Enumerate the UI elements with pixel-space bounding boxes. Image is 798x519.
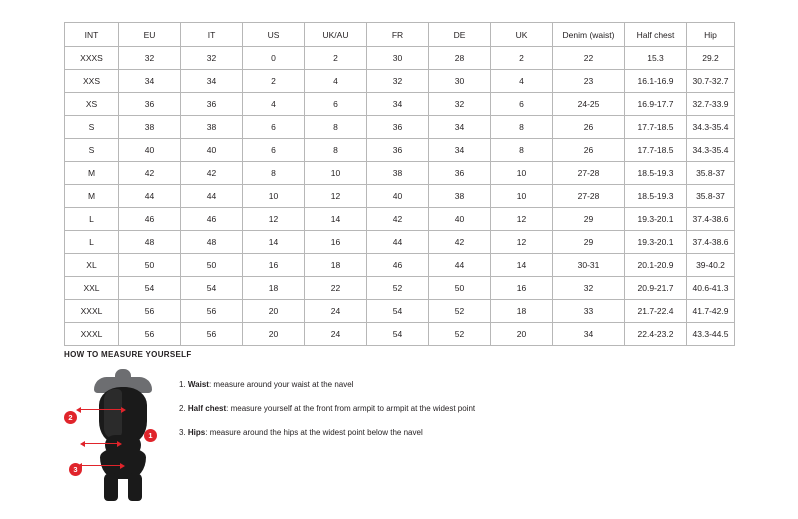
size-table-container — [64, 22, 734, 346]
cell-half-chest: 18.5-19.3 — [625, 162, 687, 185]
cell-eu: 38 — [119, 116, 181, 139]
cell-fr: 30 — [367, 47, 429, 70]
how-to-measure-body — [64, 369, 744, 504]
cell-half-chest: 18.5-19.3 — [625, 185, 687, 208]
cell-it: 46 — [181, 208, 243, 231]
cell-fr: 36 — [367, 116, 429, 139]
cell-uk: 4 — [491, 70, 553, 93]
column-header-denim-waist: Denim (waist) — [553, 23, 625, 47]
cell-de: 38 — [429, 185, 491, 208]
cell-de: 44 — [429, 254, 491, 277]
marker-badge-2: 2 — [64, 411, 77, 424]
cell-de: 36 — [429, 162, 491, 185]
cell-fr: 44 — [367, 231, 429, 254]
cell-eu: 54 — [119, 277, 181, 300]
cell-denim-waist: 29 — [553, 231, 625, 254]
column-header-us: US — [243, 23, 305, 47]
measure-instruction-half-chest-number: 2. — [179, 404, 186, 413]
cell-denim-waist: 32 — [553, 277, 625, 300]
cell-fr: 32 — [367, 70, 429, 93]
cell-fr: 40 — [367, 185, 429, 208]
cell-int: XXS — [65, 70, 119, 93]
cell-us: 8 — [243, 162, 305, 185]
cell-fr: 52 — [367, 277, 429, 300]
cell-int: XXXL — [65, 323, 119, 346]
cell-denim-waist: 26 — [553, 116, 625, 139]
cell-int: L — [65, 231, 119, 254]
cell-it: 36 — [181, 93, 243, 116]
measure-instruction-half-chest-term: Half chest — [187, 404, 227, 413]
cell-it: 34 — [181, 70, 243, 93]
cell-it: 40 — [181, 139, 243, 162]
column-header-int: INT — [65, 23, 119, 47]
cell-int: M — [65, 185, 119, 208]
cell-uk: 8 — [491, 116, 553, 139]
cell-int: XL — [65, 254, 119, 277]
hips-measure-arrow-icon — [81, 465, 121, 466]
column-header-hip: Hip — [687, 23, 735, 47]
table-row — [65, 231, 735, 254]
cell-it: 42 — [181, 162, 243, 185]
cell-half-chest: 16.1-16.9 — [625, 70, 687, 93]
cell-eu: 32 — [119, 47, 181, 70]
measure-instruction-hips-text: : measure around the hips at the widest point below the navel — [205, 428, 423, 437]
cell-it: 32 — [181, 47, 243, 70]
cell-de: 32 — [429, 93, 491, 116]
cell-hip: 30.7-32.7 — [687, 70, 735, 93]
cell-denim-waist: 27-28 — [553, 162, 625, 185]
cell-half-chest: 16.9-17.7 — [625, 93, 687, 116]
mannequin-torso-highlight — [104, 389, 122, 439]
cell-uk-au: 10 — [305, 162, 367, 185]
cell-int: XXXL — [65, 300, 119, 323]
cell-hip: 29.2 — [687, 47, 735, 70]
cell-denim-waist: 34 — [553, 323, 625, 346]
cell-de: 52 — [429, 300, 491, 323]
cell-int: L — [65, 208, 119, 231]
cell-uk: 12 — [491, 208, 553, 231]
measure-instruction-hips-number: 3. — [179, 428, 186, 437]
cell-de: 42 — [429, 231, 491, 254]
size-conversion-table — [64, 22, 735, 346]
cell-us: 10 — [243, 185, 305, 208]
mannequin-leg-left — [104, 473, 118, 501]
cell-fr: 46 — [367, 254, 429, 277]
cell-denim-waist: 23 — [553, 70, 625, 93]
cell-uk-au: 8 — [305, 139, 367, 162]
column-header-eu: EU — [119, 23, 181, 47]
table-row — [65, 70, 735, 93]
cell-eu: 44 — [119, 185, 181, 208]
cell-eu: 46 — [119, 208, 181, 231]
table-row — [65, 47, 735, 70]
table-row — [65, 300, 735, 323]
cell-hip: 37.4-38.6 — [687, 231, 735, 254]
cell-int: S — [65, 139, 119, 162]
cell-hip: 41.7-42.9 — [687, 300, 735, 323]
cell-denim-waist: 22 — [553, 47, 625, 70]
cell-hip: 40.6-41.3 — [687, 277, 735, 300]
table-row — [65, 208, 735, 231]
measure-instruction-waist — [179, 379, 744, 391]
cell-int: XXL — [65, 277, 119, 300]
cell-hip: 35.8-37 — [687, 185, 735, 208]
cell-uk-au: 8 — [305, 116, 367, 139]
cell-de: 28 — [429, 47, 491, 70]
measure-instruction-half-chest-text: : measure yourself at the front from armpit to armpit at the widest point — [226, 404, 476, 413]
cell-int: S — [65, 116, 119, 139]
table-row — [65, 162, 735, 185]
cell-half-chest: 17.7-18.5 — [625, 139, 687, 162]
cell-eu: 56 — [119, 300, 181, 323]
cell-hip: 34.3-35.4 — [687, 139, 735, 162]
measure-instruction-hips-term: Hips — [187, 428, 206, 437]
cell-hip: 34.3-35.4 — [687, 116, 735, 139]
cell-us: 20 — [243, 323, 305, 346]
column-header-it: IT — [181, 23, 243, 47]
cell-hip: 35.8-37 — [687, 162, 735, 185]
cell-uk: 12 — [491, 231, 553, 254]
cell-eu: 40 — [119, 139, 181, 162]
measure-instruction-waist-term: Waist — [187, 380, 209, 389]
column-header-de: DE — [429, 23, 491, 47]
cell-half-chest: 21.7-22.4 — [625, 300, 687, 323]
cell-denim-waist: 29 — [553, 208, 625, 231]
cell-eu: 48 — [119, 231, 181, 254]
cell-int: M — [65, 162, 119, 185]
cell-it: 50 — [181, 254, 243, 277]
measure-instruction-waist-number: 1. — [179, 380, 186, 389]
cell-de: 34 — [429, 139, 491, 162]
table-body — [65, 47, 735, 346]
cell-fr: 36 — [367, 139, 429, 162]
cell-denim-waist: 26 — [553, 139, 625, 162]
table-row — [65, 323, 735, 346]
how-to-measure-section — [64, 350, 744, 504]
cell-fr: 38 — [367, 162, 429, 185]
how-to-measure-title: HOW TO MEASURE YOURSELF — [64, 350, 192, 359]
cell-it: 54 — [181, 277, 243, 300]
cell-uk-au: 22 — [305, 277, 367, 300]
mannequin-illustration — [64, 369, 179, 504]
cell-us: 6 — [243, 116, 305, 139]
cell-denim-waist: 33 — [553, 300, 625, 323]
cell-half-chest: 17.7-18.5 — [625, 116, 687, 139]
cell-uk-au: 18 — [305, 254, 367, 277]
cell-us: 6 — [243, 139, 305, 162]
cell-half-chest: 15.3 — [625, 47, 687, 70]
cell-uk: 10 — [491, 162, 553, 185]
cell-uk-au: 14 — [305, 208, 367, 231]
cell-hip: 32.7-33.9 — [687, 93, 735, 116]
column-header-uk-au: UK/AU — [305, 23, 367, 47]
cell-us: 2 — [243, 70, 305, 93]
cell-uk: 14 — [491, 254, 553, 277]
cell-uk: 2 — [491, 47, 553, 70]
cell-uk: 18 — [491, 300, 553, 323]
cell-de: 52 — [429, 323, 491, 346]
cell-fr: 54 — [367, 323, 429, 346]
cell-fr: 34 — [367, 93, 429, 116]
cell-eu: 50 — [119, 254, 181, 277]
table-row — [65, 93, 735, 116]
cell-eu: 42 — [119, 162, 181, 185]
cell-denim-waist: 30-31 — [553, 254, 625, 277]
table-row — [65, 139, 735, 162]
measure-instruction-hips — [179, 427, 744, 439]
table-row — [65, 185, 735, 208]
table-header — [65, 23, 735, 47]
cell-uk: 8 — [491, 139, 553, 162]
cell-eu: 34 — [119, 70, 181, 93]
cell-it: 44 — [181, 185, 243, 208]
cell-uk-au: 2 — [305, 47, 367, 70]
half-chest-measure-arrow-icon — [80, 409, 122, 410]
table-row — [65, 277, 735, 300]
cell-us: 12 — [243, 208, 305, 231]
cell-fr: 42 — [367, 208, 429, 231]
cell-uk: 16 — [491, 277, 553, 300]
cell-uk-au: 16 — [305, 231, 367, 254]
cell-denim-waist: 27-28 — [553, 185, 625, 208]
cell-eu: 36 — [119, 93, 181, 116]
table-row — [65, 254, 735, 277]
cell-us: 0 — [243, 47, 305, 70]
cell-hip: 39-40.2 — [687, 254, 735, 277]
cell-us: 14 — [243, 231, 305, 254]
cell-int: XS — [65, 93, 119, 116]
waist-measure-arrow-icon — [84, 443, 118, 444]
cell-half-chest: 20.1-20.9 — [625, 254, 687, 277]
cell-de: 34 — [429, 116, 491, 139]
measure-instruction-half-chest — [179, 403, 744, 415]
marker-badge-3: 3 — [69, 463, 82, 476]
marker-badge-1: 1 — [144, 429, 157, 442]
cell-uk-au: 6 — [305, 93, 367, 116]
cell-half-chest: 22.4-23.2 — [625, 323, 687, 346]
cell-it: 56 — [181, 323, 243, 346]
cell-hip: 43.3-44.5 — [687, 323, 735, 346]
cell-de: 40 — [429, 208, 491, 231]
measure-instructions-list — [179, 369, 744, 451]
cell-de: 50 — [429, 277, 491, 300]
cell-us: 20 — [243, 300, 305, 323]
cell-fr: 54 — [367, 300, 429, 323]
cell-half-chest: 20.9-21.7 — [625, 277, 687, 300]
cell-uk-au: 24 — [305, 323, 367, 346]
cell-denim-waist: 24-25 — [553, 93, 625, 116]
cell-hip: 37.4-38.6 — [687, 208, 735, 231]
cell-eu: 56 — [119, 323, 181, 346]
mannequin-leg-right — [128, 473, 142, 501]
column-header-half-chest: Half chest — [625, 23, 687, 47]
cell-it: 56 — [181, 300, 243, 323]
cell-uk: 20 — [491, 323, 553, 346]
cell-us: 18 — [243, 277, 305, 300]
cell-uk-au: 4 — [305, 70, 367, 93]
cell-it: 48 — [181, 231, 243, 254]
cell-de: 30 — [429, 70, 491, 93]
column-header-fr: FR — [367, 23, 429, 47]
cell-it: 38 — [181, 116, 243, 139]
cell-half-chest: 19.3-20.1 — [625, 231, 687, 254]
column-header-uk: UK — [491, 23, 553, 47]
cell-uk-au: 24 — [305, 300, 367, 323]
cell-uk: 10 — [491, 185, 553, 208]
cell-us: 16 — [243, 254, 305, 277]
measure-instruction-waist-text: : measure around your waist at the navel — [208, 380, 354, 389]
cell-us: 4 — [243, 93, 305, 116]
cell-uk-au: 12 — [305, 185, 367, 208]
cell-int: XXXS — [65, 47, 119, 70]
cell-half-chest: 19.3-20.1 — [625, 208, 687, 231]
cell-uk: 6 — [491, 93, 553, 116]
table-header-row — [65, 23, 735, 47]
table-row — [65, 116, 735, 139]
